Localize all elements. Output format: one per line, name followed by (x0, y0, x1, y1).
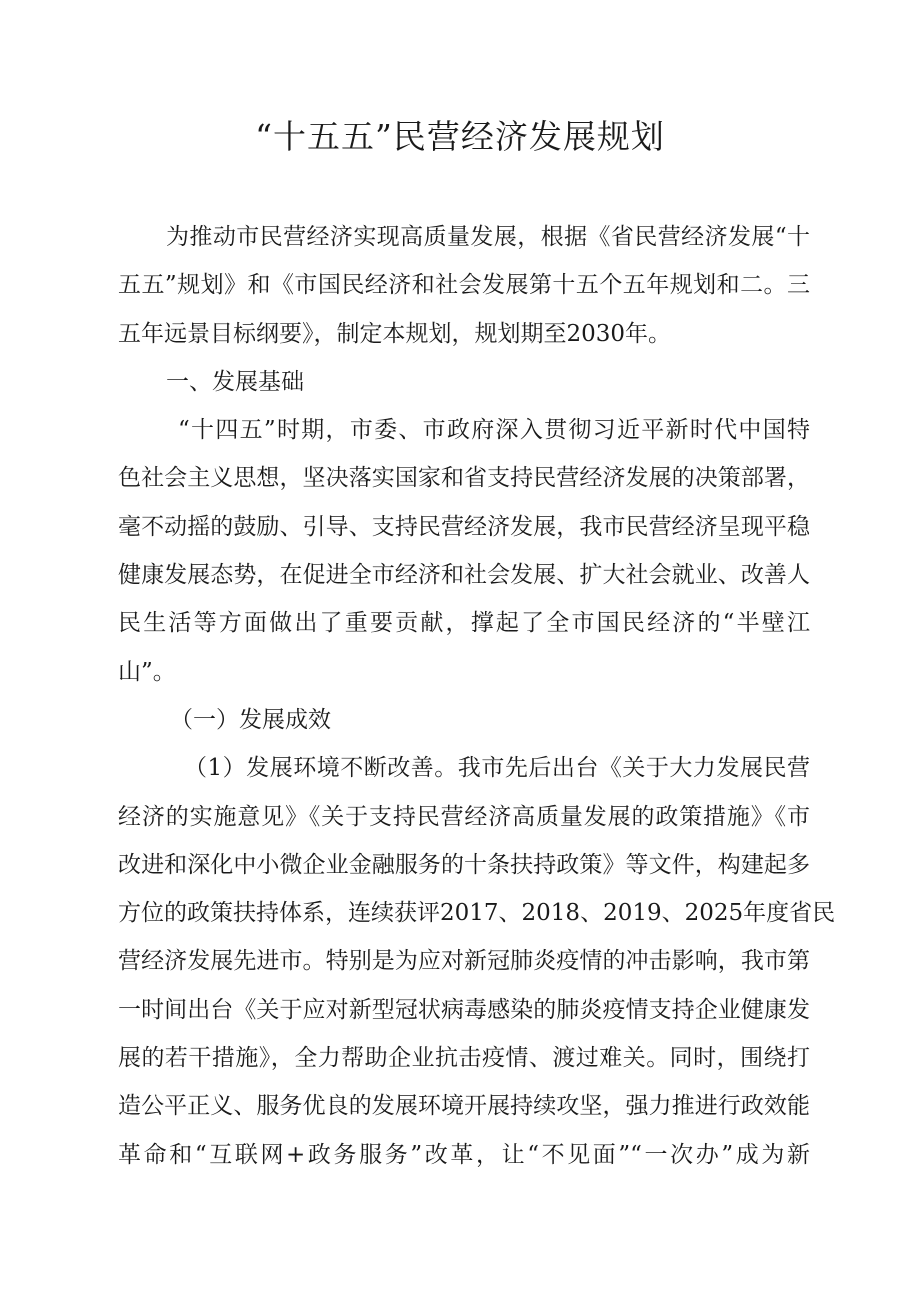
paragraph-line: 五年远景目标纲要》，制定本规划，规划期至2030年。 (118, 320, 672, 347)
paragraph-line: 色社会主义思想，坚决落实国家和省支持民营经济发展的决策部署， (118, 465, 810, 492)
paragraph-line: 展的若干措施》，全力帮助企业抗击疫情、渡过难关。同时，围绕打 (118, 1045, 810, 1072)
paragraph-line: 方位的政策扶持体系，连续获评2017、2018、2019、2025年度省民 (118, 900, 836, 927)
paragraph-line: “十四五”时期，市委、市政府深入贯彻习近平新时代中国特 (178, 417, 810, 444)
paragraph-line: 毫不动摇的鼓励、引导、支持民营经济发展，我市民营经济呈现平稳 (118, 513, 810, 540)
paragraph-line: 营经济发展先进市。特别是为应对新冠肺炎疫情的冲击影响，我市第 (118, 948, 810, 975)
subsection-heading: （一）发展成效 (170, 706, 331, 733)
paragraph-line: 山”。 (118, 658, 176, 685)
paragraph-line: 造公平正义、服务优良的发展环境开展持续攻坚，强力推进行政效能 (118, 1093, 810, 1120)
paragraph-line: 经济的实施意见》《关于支持民营经济高质量发展的政策措施》《市 (118, 803, 810, 830)
paragraph-line: 民生活等方面做出了重要贡献，撑起了全市国民经济的“半壁江 (118, 610, 810, 637)
paragraph-line: 革命和“互联网+政务服务”改革，让“不见面”“一次办”成为新 (118, 1141, 810, 1168)
paragraph-line: 健康发展态势，在促进全市经济和社会发展、扩大社会就业、改善人 (118, 562, 810, 589)
paragraph-line: 改进和深化中小微企业金融服务的十条扶持政策》等文件，构建起多 (118, 851, 810, 878)
paragraph-line: 五五”规划》和《市国民经济和社会发展第十五个五年规划和二。三 (118, 272, 810, 299)
paragraph-line: 为推动市民营经济实现高质量发展，根据《省民营经济发展“十 (166, 224, 810, 250)
paragraph-line: 一时间出台《关于应对新型冠状病毒感染的肺炎疫情支持企业健康发 (118, 996, 810, 1023)
section-heading: 一、发展基础 (166, 368, 304, 395)
document-title: “十五五”民营经济发展规划 (255, 117, 665, 156)
document-body (118, 213, 836, 1179)
paragraph-line: （1）发展环境不断改善。我市先后出台《关于大力发展民营 (184, 755, 810, 782)
